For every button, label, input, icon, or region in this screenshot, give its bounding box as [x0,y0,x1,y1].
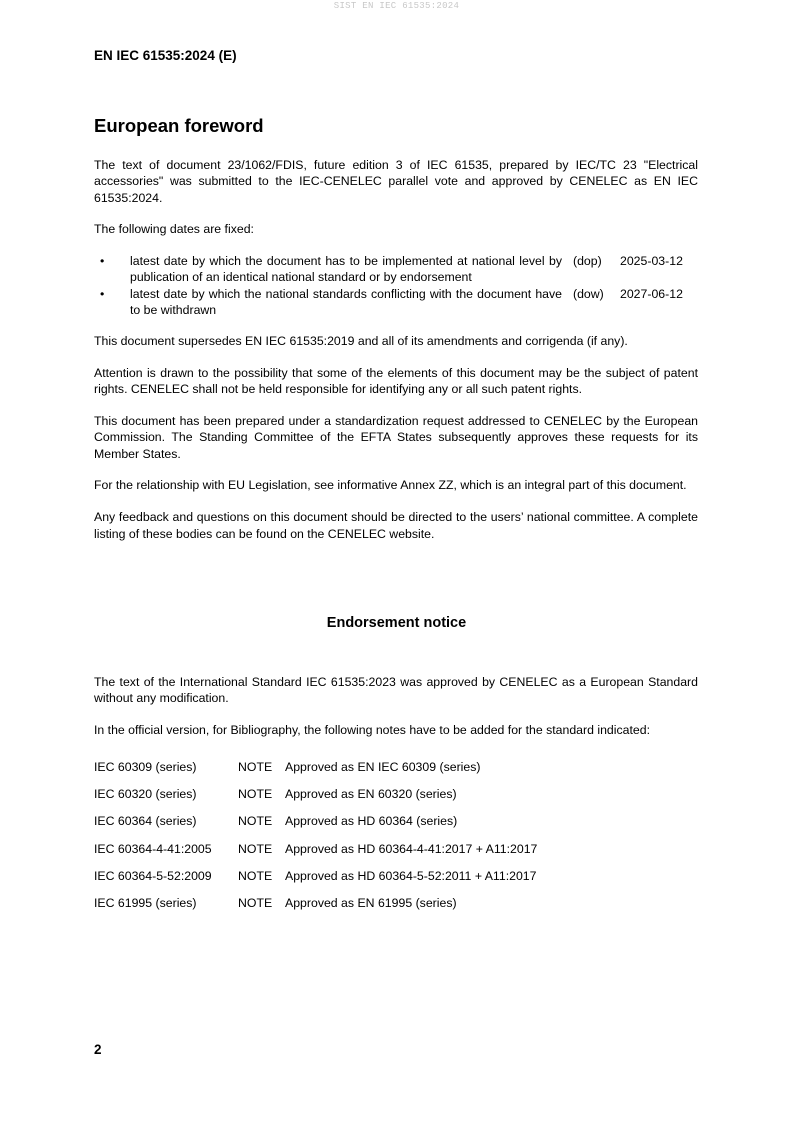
note-text: Approved as HD 60364-4-41:2017 + A11:2017 [285,841,538,856]
bibliography-notes [94,760,698,923]
date-row-dow [94,286,698,319]
note-row [94,814,698,841]
note-row [94,896,698,923]
endorsement-paragraph-approval: The text of the International Standard IEC 61535:2023 was approved by CENELEC as a European Standard without any modification. [94,675,698,706]
foreword-paragraph-feedback: Any feedback and questions on this document should be directed to the users’ national committee. A complete listing of these bodies can be found on the CENELEC website. [94,510,698,541]
foreword-body [94,157,698,557]
foreword-paragraph-request: This document has been prepared under a standardization request addressed to CENELEC by the European Commission. The Standing Committee of the EFTA States subsequently approves these requests for its Member States. [94,414,698,461]
note-keyword: NOTE [238,760,273,774]
endorsement-title: Endorsement notice [326,615,467,631]
document-id: EN IEC 61535:2024 (E) [94,48,237,63]
note-standard: IEC 61995 (series) [94,895,197,910]
note-keyword: NOTE [238,895,273,910]
note-standard: IEC 60309 (series) [94,760,197,774]
note-keyword: NOTE [238,787,273,802]
foreword-paragraph-annex: For the relationship with EU Legislation, see informative Annex ZZ, which is an integral part of this document. [94,478,687,493]
foreword-paragraph-patent: Attention is drawn to the possibility that some of the elements of this document may be the subject of patent rights. CENELEC shall not be held responsible for identifying any or all such patent rights. [94,365,698,397]
note-standard: IEC 60364-4-41:2005 [94,841,212,856]
date-code: (dow) [573,286,604,301]
note-standard: IEC 60364-5-52:2009 [94,868,212,883]
note-text: Approved as EN 61995 (series) [285,895,457,910]
note-row [94,787,698,814]
note-text: Approved as HD 60364 (series) [285,814,458,829]
page-number: 2 [94,1042,102,1057]
date-value: 2025-03-12 [620,254,683,269]
note-standard: IEC 60364 (series) [94,814,197,829]
bullet-icon: • [100,254,105,269]
date-row-dop [94,253,698,286]
note-text: Approved as EN IEC 60309 (series) [285,760,481,774]
date-description: latest date by which the national standards conflicting with the document have to be withdrawn [130,286,562,317]
dates-list [94,253,698,318]
note-keyword: NOTE [238,814,273,829]
date-description: latest date by which the document has to be implemented at national level by publication of an identical national standard or by endorsement [130,254,562,285]
date-code: (dop) [573,254,602,269]
watermark: SIST EN IEC 61535:2024 [333,1,460,11]
foreword-paragraph-supersedes: This document supersedes EN IEC 61535:2019 and all of its amendments and corrigenda (if any). [94,334,628,349]
date-value: 2027-06-12 [620,286,683,301]
note-row [94,869,698,896]
note-standard: IEC 60320 (series) [94,787,197,802]
endorsement-paragraph-notes-intro: In the official version, for Bibliography, the following notes have to be added for the standard indicated: [94,723,650,738]
note-keyword: NOTE [238,841,273,856]
note-keyword: NOTE [238,868,273,883]
note-text: Approved as EN 60320 (series) [285,787,457,802]
note-text: Approved as HD 60364-5-52:2011 + A11:2017 [285,868,537,883]
note-row [94,760,698,787]
foreword-title: European foreword [94,115,264,136]
dates-intro: The following dates are fixed: [94,222,254,237]
foreword-paragraph-fdis: The text of document 23/1062/FDIS, future edition 3 of IEC 61535, prepared by IEC/TC 23 "Electrical accessories" was submitted to the IEC-CENELEC parallel vote and approved by CENELEC as EN IEC 61535:2024. [94,158,698,205]
note-row [94,842,698,869]
bullet-icon: • [100,286,105,301]
endorsement-body [94,674,698,754]
